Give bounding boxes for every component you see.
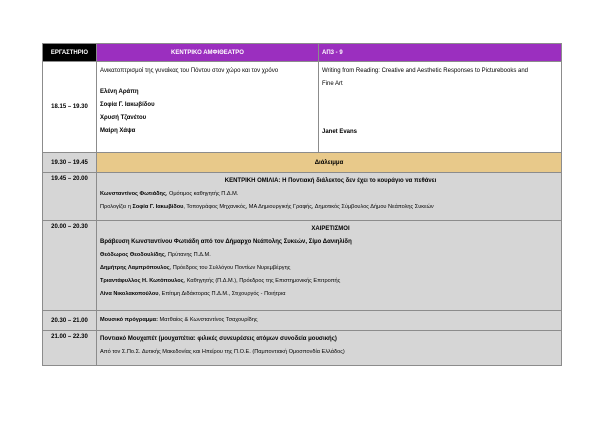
schedule-table <box>42 43 562 366</box>
music-cell <box>97 311 562 331</box>
speaker-2: Σοφία Γ. Ιακωβίδου <box>100 102 155 108</box>
greeting-person: Τριαντάφυλλος Η. Κωτόπουλος, Καθηγητής (Π.Δ.Μ.), Πρόεδρος της Επιστημονικής Επιτροπής <box>100 278 341 284</box>
music-label: Μουσικό πρόγραμμα: <box>100 317 158 323</box>
greetings-cell <box>97 221 562 311</box>
break-row <box>43 153 562 173</box>
room-title-line-2: Fine Art <box>322 81 343 87</box>
keynote-intro: Προλογίζει η Σοφία Γ. Ιακωβίδου, Τοπογράφος Μηχανικός, ΜΑ Δημιουργικής Γραφής, Δημοτικός Σύμβουλος Δήμου Νεάπολης Συκεών <box>100 204 434 210</box>
header-room: ΑΠ3 - 9 <box>319 44 562 62</box>
speaker-4: Μαίρη Χάψα <box>100 128 136 134</box>
header-hall: ΚΕΝΤΡΙΚΟ ΑΜΦΙΘΕΑΤΡΟ <box>97 44 319 62</box>
party-org: Από τον Σ.Πο.Σ. Δυτικής Μακεδονίας και Ηπείρου της Π.Ο.Ε. (Παμποντιακή Ομοσπονδία Ελλάδος) <box>100 349 345 355</box>
speaker-1: Ελένη Αράπη <box>100 89 139 95</box>
session-1-time: 18.15 – 19.30 <box>43 62 97 153</box>
keynote-title: ΚΕΝΤΡΙΚΗ ΟΜΙΛΙΑ: Η Ποντιακή διάλεκτος δεν έχει το κουράγιο να πεθάνει <box>224 178 437 184</box>
speaker-3: Χρυσή Τζανέτου <box>100 115 147 121</box>
room-title-line-1: Writing from Reading: Creative and Aesthetic Responses to Picturebooks and <box>322 68 528 74</box>
greetings-award: Βράβευση Κωνσταντίνου Φωτιάδη από τον Δήμαρχο Νεάπολης Συκεών, Σίμο Δανιηλίδη <box>100 239 352 245</box>
session-1-room-cell <box>319 62 562 153</box>
party-cell <box>97 331 562 366</box>
greetings-title: ΧΑΙΡΕΤΙΣΜΟΙ <box>311 226 350 232</box>
break-time: 19.30 – 19.45 <box>43 153 97 173</box>
party-time: 21.00 – 22.30 <box>43 331 97 366</box>
session-1-title: Ανικατοπτρισμοί της γυναίκας του Πόντου στον χώρο και τον χρόνο <box>100 68 279 74</box>
music-time: 20.30 – 21.00 <box>43 311 97 331</box>
keynote-time: 19.45 – 20.00 <box>43 173 97 221</box>
room-speaker: Janet Evans <box>322 129 358 135</box>
break-label: Διάλειμμα <box>97 153 562 173</box>
header-workshop: ΕΡΓΑΣΤΗΡΙΟ <box>43 44 97 62</box>
music-row <box>43 311 562 331</box>
keynote-row <box>43 173 562 221</box>
party-title: Ποντιακό Μουχαπέτ (μουχαπέτια: φιλικές συνευρέσεις ατόμων συνοδεία μουσικής) <box>100 336 337 342</box>
keynote-cell <box>97 173 562 221</box>
greeting-person: Λίνα Νικολακοπούλου, Επίτιμη Διδάκτορας Π.Δ.Μ., Στιχουργός - Ποιήτρια <box>100 291 286 297</box>
session-1-hall-cell <box>97 62 319 153</box>
party-row <box>43 331 562 366</box>
greetings-time: 20.00 – 20.30 <box>43 221 97 311</box>
greeting-person: Θεόδωρος Θεοδουλίδης, Πρύτανης Π.Δ.Μ. <box>100 252 211 258</box>
music-performers: Ματθαίος & Κωνσταντίνος Τσαχουρίδης <box>157 317 258 323</box>
session-row-1 <box>43 62 562 153</box>
keynote-speaker: Κωνσταντίνος Φωτιάδης, Ομότιμος καθηγητής Π.Δ.Μ. <box>100 191 239 197</box>
greeting-person: Δημήτρης Λαμπρόπουλος, Πρόεδρος του Συλλόγου Ποντίων Νυρεμβέργης <box>100 265 291 271</box>
header-row <box>43 44 562 62</box>
greetings-row <box>43 221 562 311</box>
